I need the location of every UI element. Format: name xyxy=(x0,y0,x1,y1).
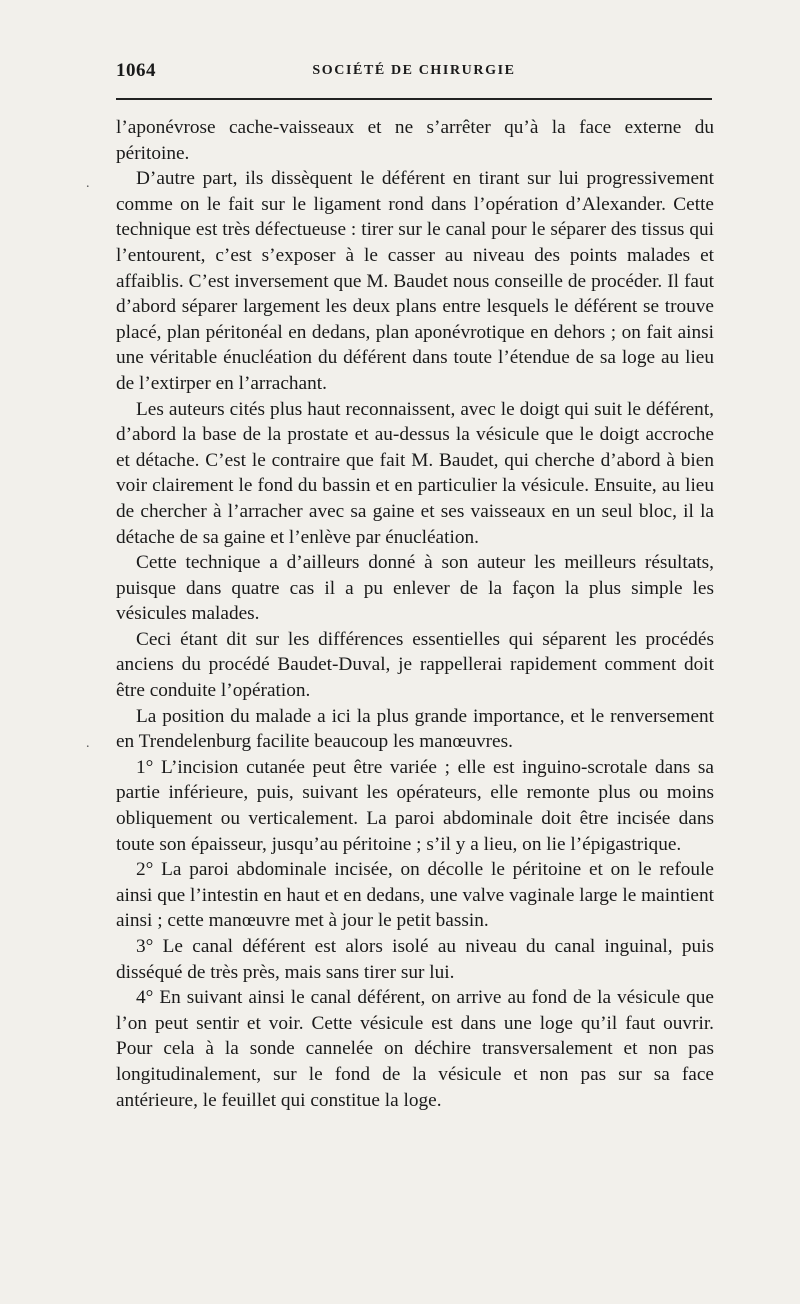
paragraph-continuation: l’aponévrose cache-vaisseaux et ne s’arrêter qu’à la face externe du péritoine. xyxy=(116,117,714,164)
step-4-paragraph: 4° En suivant ainsi le canal déférent, on arrive au fond de la vésicule que l’on peut sentir et voir. Cette vésicule est dans une loge qu’il faut ouvrir. Pour cela à la sonde cannelée on déchire transversalement et non pas longitudinalement, sur le fond de la vésicule et non pas sur sa face antérieure, le feuillet qui constitue la loge. xyxy=(116,987,714,1111)
paragraph: Cette technique a d’ailleurs donné à son auteur les meilleurs résultats, puisque dans quatre cas il a pu enlever de la façon la plus simple les vésicules malades. xyxy=(116,552,714,625)
page-header xyxy=(116,60,712,86)
paragraph: Ceci étant dit sur les différences essentielles qui séparent les procédés anciens du procédé Baudet-Duval, je rappellerai rapidement comment doit être conduite l’opération. xyxy=(116,628,714,702)
step-2-paragraph: 2° La paroi abdominale incisée, on décolle le péritoine et on le refoule ainsi que l’intestin en haut et en dedans, une valve vaginale large le maintient ainsi ; cette manœuvre met à jour le petit bassin. xyxy=(116,859,714,932)
header-rule xyxy=(116,98,712,100)
step-3-paragraph: 3° Le canal déférent est alors isolé au niveau du canal inguinal, puis disséqué de très près, mais sans tirer sur lui. xyxy=(116,936,714,983)
page-number: 1064 xyxy=(116,60,156,81)
margin-dot: . xyxy=(86,176,90,191)
paragraph: Les auteurs cités plus haut reconnaissent, avec le doigt qui suit le déférent, d’abord la base de la prostate et au-dessus la vésicule que le doigt accroche et détache. C’est le contraire que fait M. Baudet, qui cherche d’abord à bien voir clairement le fond du bassin et en particulier la vésicule. Ensuite, au lieu de chercher à l’arracher avec sa gaine et ses vaisseaux en un seul bloc, il la détache de sa gaine et l’enlève par énucléation. xyxy=(116,398,714,548)
step-1-paragraph: 1° L’incision cutanée peut être variée ; elle est inguino-scrotale dans sa partie inférieure, puis, suivant les opérateurs, elle remonte plus ou moins obliquement ou verticalement. La paroi abdominale doit être incisée dans toute son épaisseur, jusqu’au péritoine ; s’il y a lieu, on lie l’épigastrique. xyxy=(116,756,714,855)
margin-dot: . xyxy=(86,736,90,751)
running-title: SOCIÉTÉ DE CHIRURGIE xyxy=(312,63,516,78)
body-text xyxy=(116,115,714,1113)
paragraph: D’autre part, ils dissèquent le déférent en tirant sur lui progressivement comme on le fait sur le ligament rond dans l’opération d’Alexander. Cette technique est très défectueuse : tirer sur le canal pour le séparer des tissus qui l’entourent, c’est s’exposer à le casser au niveau des points malades et affaiblis. C’est inversement que M. Baudet nous conseille de procéder. Il faut d’abord séparer largement les deux plans entre lesquels le déférent se trouve placé, plan péritonéal en dedans, plan aponévrotique en dehors ; on fait ainsi une véritable énucléation du déférent dans toute l’étendue de sa loge au lieu de l’extirper en l’arrachant. xyxy=(116,168,714,394)
paragraph: La position du malade a ici la plus grande importance, et le renversement en Trendelenburg facilite beaucoup les manœuvres. xyxy=(116,705,714,753)
